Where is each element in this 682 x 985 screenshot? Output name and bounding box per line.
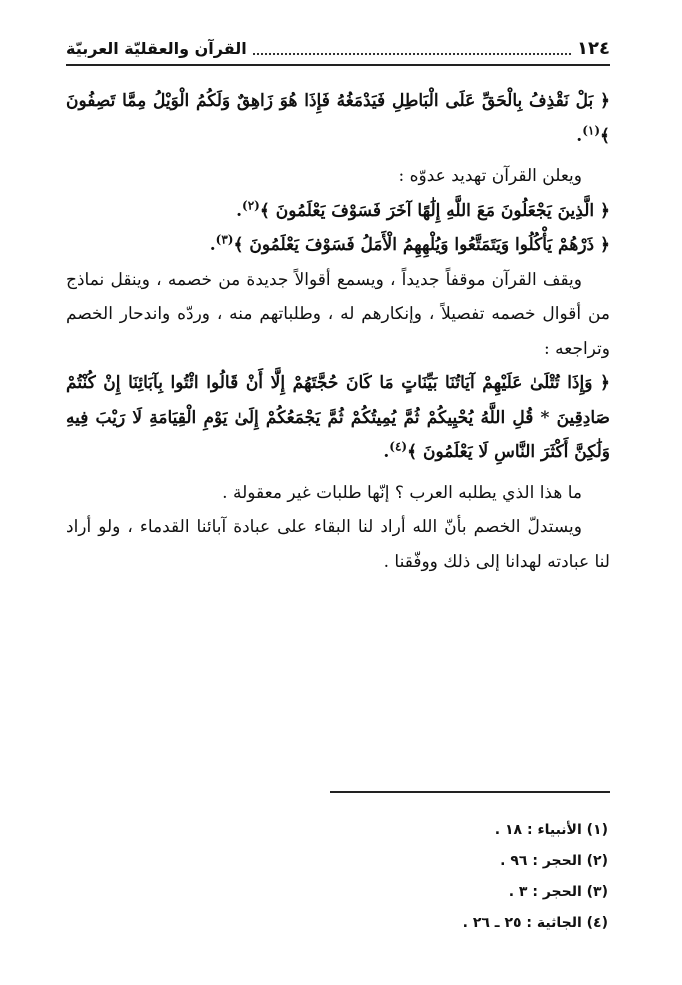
header-divider bbox=[66, 64, 610, 66]
verse-text: ﴿ وَإِذَا تُتْلَىٰ عَلَيْهِمْ آيَاتُنَا بَيِّنَاتٍ مَا كَانَ حُجَّتَهُمْ إِلَّا أَنْ قَالُوا ائْتُوا بِآبَائِنَا إِنْ كُنْتُمْ صَادِقِينَ * قُلِ اللَّهُ يُحْيِيكُمْ ثُمَّ يُمِيتُكُمْ ثُمَّ يَجْمَعُكُمْ إِلَىٰ يَوْمِ الْقِيَامَةِ لَا رَيْبَ فِيهِ وَلَٰكِنَّ أَكْثَرَ النَّاسِ لَا يَعْلَمُونَ ﴾ bbox=[66, 373, 610, 462]
footnote-ref: (٣) bbox=[215, 232, 234, 247]
main-text bbox=[66, 84, 610, 579]
quran-verse bbox=[66, 194, 610, 229]
footnote-ref: (٤) bbox=[389, 439, 408, 454]
footnote-divider bbox=[330, 791, 610, 793]
footnote-ref: (١) bbox=[582, 122, 601, 137]
verse-text: ﴿ بَلْ نَقْذِفُ بِالْحَقِّ عَلَى الْبَاطِلِ فَيَدْمَغُهُ فَإِذَا هُوَ زَاهِقٌ وَلَكُمُ الْوَيْلُ مِمَّا تَصِفُونَ ﴾ bbox=[66, 91, 610, 146]
footnote: (٢) الحجر : ٩٦ . bbox=[500, 853, 608, 869]
quran-verse bbox=[66, 84, 610, 153]
prose-paragraph: ويقف القرآن موقفاً جديداً ، ويسمع أقوالاً جديدة من خصمه ، وينقل نماذج من أقوال خصمه تفصيلاً ، وإنكارهم له ، وطلباتهم منه ، وردّه واندحار الخصم وتراجعه : bbox=[66, 269, 610, 359]
running-header bbox=[66, 33, 610, 63]
verse-end: . bbox=[383, 442, 390, 462]
verse-text: ﴿ الَّذِينَ يَجْعَلُونَ مَعَ اللَّهِ إِلَٰهًا آخَرَ فَسَوْفَ يَعْلَمُونَ ﴾ bbox=[259, 200, 610, 221]
verse-end: . bbox=[236, 200, 242, 221]
footnote: (٤) الجاثية : ٢٥ ـ ٢٦ . bbox=[462, 915, 608, 931]
footnote: (٣) الحجر : ٣ . bbox=[508, 884, 608, 900]
prose-paragraph: ويعلن القرآن تهديد عدوّه : bbox=[398, 166, 582, 186]
verse-end: . bbox=[209, 235, 216, 255]
page-number: ١٢٤ bbox=[577, 37, 610, 59]
running-title: القرآن والعقليّة العربيّة bbox=[66, 38, 247, 58]
header-leader-dots bbox=[253, 41, 571, 55]
footnote-ref: (٢) bbox=[242, 197, 260, 212]
verse-end: . bbox=[576, 125, 583, 146]
footnotes bbox=[66, 815, 608, 939]
verse-text: ﴿ ذَرْهُمْ يَأْكُلُوا وَيَتَمَتَّعُوا وَيُلْهِهِمُ الْأَمَلُ فَسَوْفَ يَعْلَمُونَ ﴾ bbox=[233, 235, 610, 255]
footnote: (١) الأنبياء : ١٨ . bbox=[494, 822, 608, 838]
prose-paragraph: ويستدلّ الخصم بأنّ الله أراد لنا البقاء على عبادة آبائنا القدماء ، ولو أراد لنا عبادته لهدانا إلى ذلك ووفّقنا . bbox=[66, 517, 610, 572]
quran-verse bbox=[66, 366, 610, 470]
quran-verse bbox=[66, 228, 610, 263]
prose-paragraph: ما هذا الذي يطلبه العرب ؟ إنّها طلبات غير معقولة . bbox=[222, 482, 582, 503]
